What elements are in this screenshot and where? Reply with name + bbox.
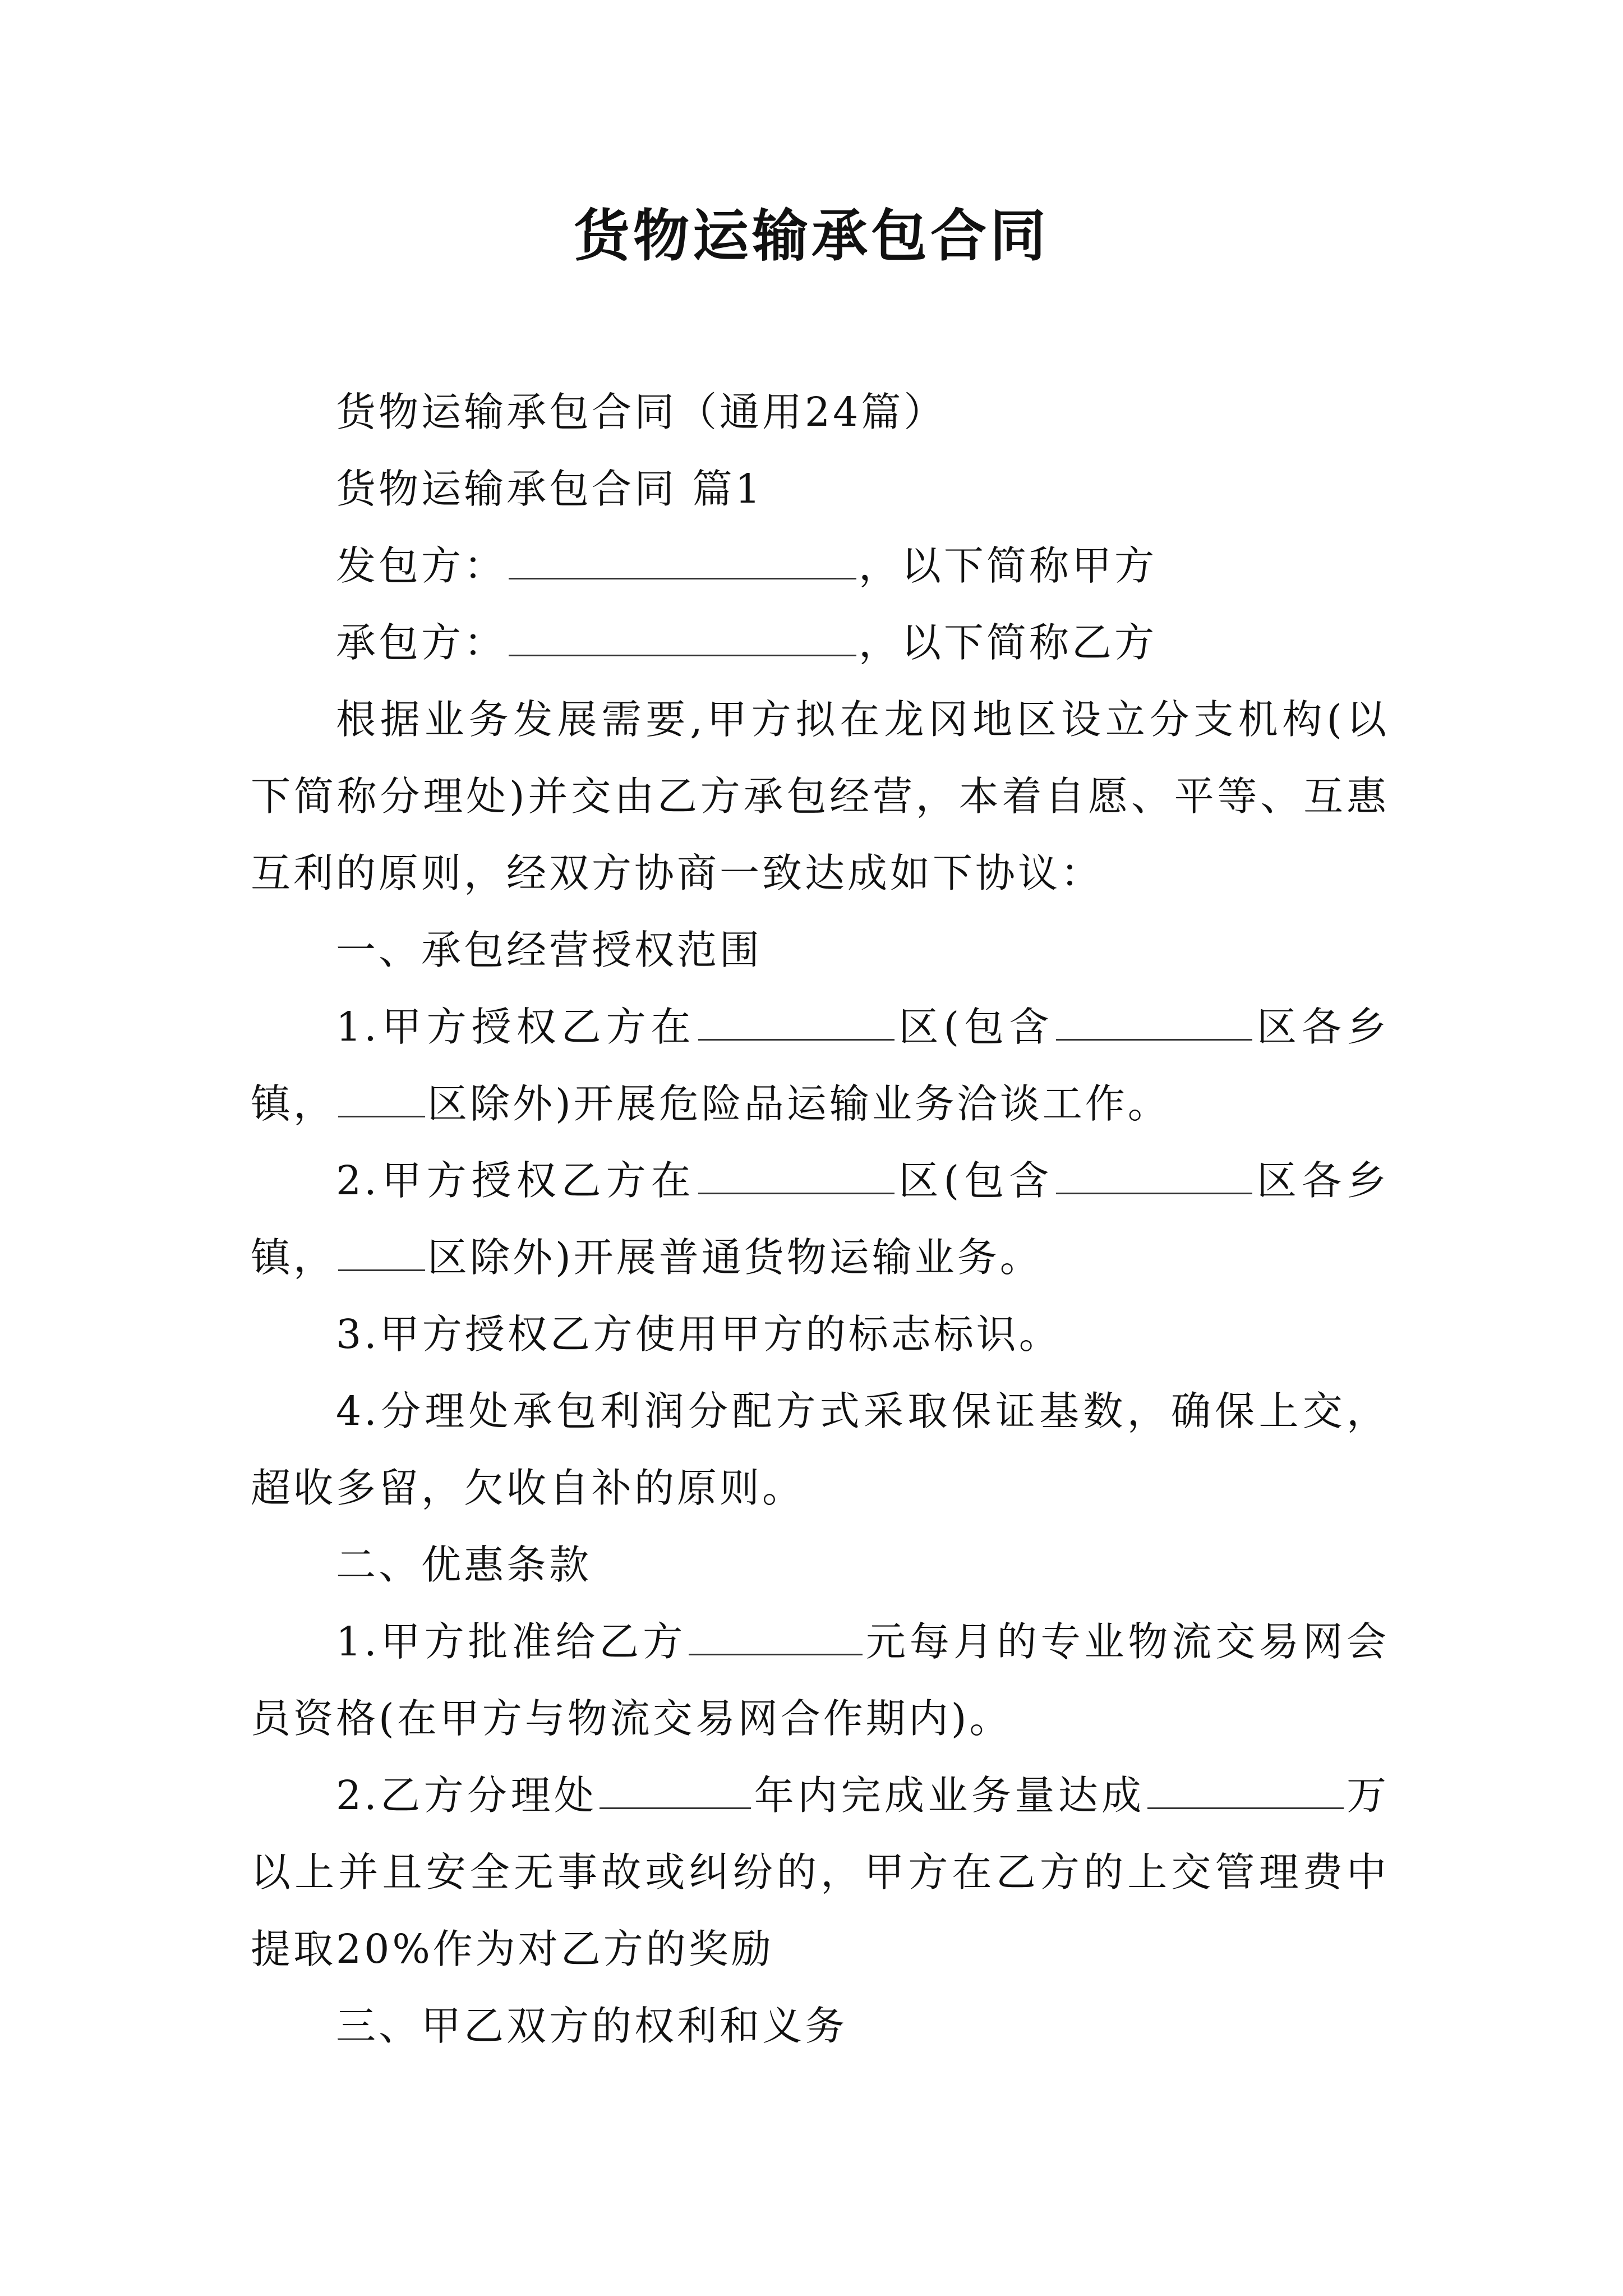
section-1-item-4: 4.分理处承包利润分配方式采取保证基数，确保上交，超收多留，欠收自补的原则。: [251, 1388, 1389, 1511]
section-2-item-1: [251, 1603, 1389, 1757]
section-1-item-2: [251, 1142, 1389, 1296]
party-a-blank: [509, 543, 856, 579]
intro-paragraph: 根据业务发展需要,甲方拟在龙冈地区设立分支机构(以下简称分理处)并交由乙方承包经营，本着自愿、平等、互惠互利的原则，经双方协商一致达成如下协议：: [251, 696, 1389, 896]
party-b-blank: [509, 620, 856, 656]
party-b-line: [251, 604, 1389, 681]
text: 区(包含: [896, 1004, 1054, 1050]
text: 1.甲方授权乙方在: [336, 1004, 696, 1050]
subtitle: 货物运输承包合同（通用24篇）: [336, 389, 947, 435]
blank: [1056, 1158, 1252, 1194]
text: 区各乡镇，: [251, 1004, 1389, 1127]
text: 区除外)开展危险品运输业务洽谈工作。: [427, 1080, 1170, 1127]
blank: [338, 1081, 425, 1117]
section-1-item-1: [251, 988, 1389, 1142]
text: 区除外)开展普通货物运输业务。: [427, 1234, 1043, 1281]
section-1-item-3: 3.甲方授权乙方使用甲方的标志标识。: [336, 1311, 1062, 1358]
party-b-suffix: ，以下简称乙方: [859, 619, 1158, 666]
text: 区(包含: [896, 1157, 1054, 1204]
blank: [600, 1773, 751, 1809]
section-1-heading: 一、承包经营授权范围: [336, 927, 763, 973]
section-3-heading: 三、甲乙双方的权利和义务: [336, 2003, 848, 2049]
text: 区各乡镇，: [251, 1157, 1389, 1281]
party-a-suffix: ，以下简称甲方: [859, 542, 1158, 589]
section-2-item-2: [251, 1757, 1389, 1987]
blank: [338, 1235, 425, 1271]
section-2-heading: 二、优惠条款: [336, 1542, 592, 1588]
party-b-label: 承包方：: [336, 619, 507, 666]
blank: [698, 1158, 895, 1194]
text: 2.乙方分理处: [336, 1772, 598, 1819]
blank: [698, 1004, 895, 1041]
text: 年内完成业务量达成: [753, 1772, 1145, 1819]
blank: [689, 1619, 863, 1655]
party-a-line: [251, 527, 1389, 604]
text: 万以上并且安全无事故或纠纷的，甲方在乙方的上交管理费中提取20%作为对乙方的奖励: [251, 1772, 1389, 1972]
party-a-label: 发包方：: [336, 542, 507, 589]
document-body: [251, 374, 1389, 2064]
blank: [1147, 1773, 1344, 1809]
blank: [1056, 1004, 1252, 1041]
text: 1.甲方批准给乙方: [336, 1618, 687, 1665]
section-heading: 货物运输承包合同 篇1: [336, 466, 763, 512]
document-title: 货物运输承包合同: [574, 203, 1049, 269]
text: 元每月的专业物流交易网会员资格(在甲方与物流交易网合作期内)。: [251, 1618, 1389, 1742]
text: 2.甲方授权乙方在: [336, 1157, 696, 1204]
